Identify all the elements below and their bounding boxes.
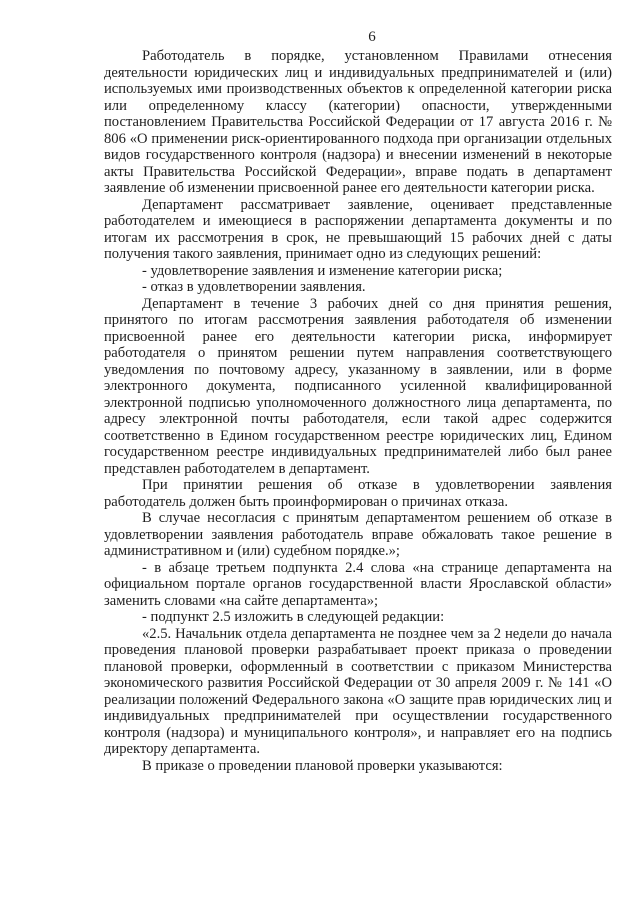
paragraph-amendment-2-5-intro: - подпункт 2.5 изложить в следующей редакции: — [142, 609, 445, 625]
list-item-refusal: - отказ в удовлетворении заявления. — [142, 279, 366, 295]
paragraph-appeal: В случае несогласия с принятым департаментом решением об отказе в удовлетворении заявления работодатель вправе обжаловать такое решение в административном и (или) судебном порядке.»; — [104, 510, 612, 559]
paragraph-refusal-reasons: При принятии решения об отказе в удовлетворении заявления работодатель должен быть проинформирован о причинах отказа. — [104, 477, 612, 510]
paragraph-risk-category-application: Работодатель в порядке, установленном Правилами отнесения деятельности юридических лиц и индивидуальных предпринимателей и (или) используемых ими производственных объектов к определенной категории риска или определенному классу (категории) опасности, утвержденными постановлением Правительства Российской Федерации от 17 августа 2016 г. № 806 «О применении риск-ориентированного подхода при организации отдельных видов государственного контроля (надзора) и внесении изменений в некоторые акты Правительства Российской Федерации», вправе подать в департамент заявление об изменении присвоенной ранее его деятельности категории риска. — [104, 48, 612, 196]
paragraph-clause-2-5: «2.5. Начальник отдела департамента не позднее чем за 2 недели до начала проведения плановой проверки разрабатывает проект приказа о проведении плановой проверки, оформленный в соответствии с приказом Министерства экономического развития Российской Федерации от 30 апреля 2009 г. № 141 «О реализации положений Федерального закона «О защите прав юридических лиц и индивидуальных предпринимателей при осуществлении государственного контроля (надзора) и муниципального контроля», и направляет его на подпись директору департамента. — [104, 625, 612, 757]
paragraph-order-contents: В приказе о проведении плановой проверки указываются: — [142, 757, 503, 774]
paragraph-amendment-2-4: - в абзаце третьем подпункта 2.4 слова «на странице департамента на официальном портале органов государственной власти Ярославской области» заменить словами «на сайте департамента»; — [104, 559, 612, 609]
paragraph-notification: Департамент в течение 3 рабочих дней со дня принятия решения, принятого по итогам рассмотрения заявления работодателя об изменении присвоенной ранее его деятельности категории риска, информирует работодателя о принятом решении путем направления соответствующего уведомления по почтовому адресу, указанному в заявлении, или в форме электронного документа, подписанного усиленной квалифицированной электронной подписью уполномоченного должностного лица департамента, по адресу электронной почты работодателя, если такой адрес содержится соответственно в Едином государственном реестре юридических лиц, Едином государственном реестре индивидуальных предпринимателей либо был ранее представлен работодателем в департамент. — [104, 295, 612, 477]
page-number: 6 — [368, 29, 376, 45]
paragraph-department-review: Департамент рассматривает заявление, оценивает представленные работодателем и имеющиеся в распоряжении департамента документы и по итогам их рассмотрения в срок, не превышающий 15 рабочих дней с даты получения такого заявления, принимает одно из следующих решений: — [104, 196, 612, 262]
list-item-approval: - удовлетворение заявления и изменение категории риска; — [142, 262, 503, 279]
